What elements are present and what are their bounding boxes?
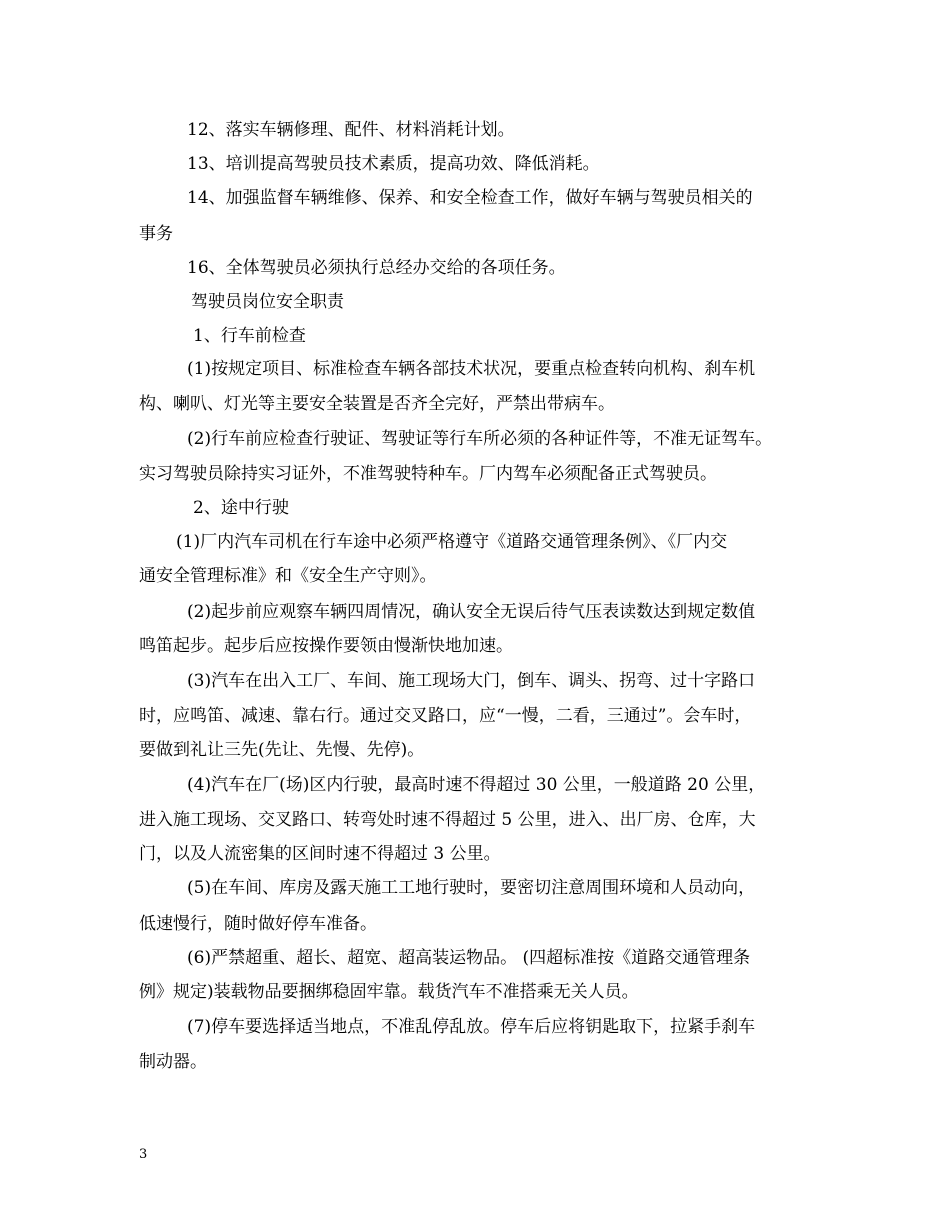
text-line: 13、培训提高驾驶员技术素质，提高功效、降低消耗。 [187, 154, 600, 174]
text-line: 构、喇叭、灯光等主要安全装置是否齐全完好，严禁出带病车。 [139, 394, 615, 414]
text-line: 事务 [139, 224, 173, 244]
text-line: 例》规定)装载物品要捆绑稳固牢靠。载货汽车不准搭乘无关人员。 [139, 982, 639, 1002]
text-line: (3)汽车在出入工厂、车间、施工现场大门，倒车、调头、拐弯、过十字路口 [187, 671, 756, 691]
text-line: (2)行车前应检查行驶证、驾驶证等行车所必须的各种证件等，不准无证驾车。 [187, 429, 773, 449]
text-line: (1)按规定项目、标准检查车辆各部技术状况，要重点检查转向机构、刹车机 [187, 359, 756, 379]
text-line: 鸣笛起步。起步后应按操作要领由慢渐快地加速。 [139, 636, 513, 656]
text-line: 制动器。 [139, 1052, 207, 1072]
section-heading: 驾驶员岗位安全职责 [191, 292, 344, 312]
subsection-heading: 2、途中行驶 [193, 498, 289, 518]
text-line: (1)厂内汽车司机在行车途中必须严格遵守《道路交通管理条例》、《厂内交 [176, 532, 728, 552]
text-line: (6)严禁超重、超长、超宽、超高装运物品。 (四超标准按《道路交通管理条 [187, 948, 751, 968]
text-line: 12、落实车辆修理、配件、材料消耗计划。 [187, 120, 515, 140]
text-line: (2)起步前应观察车辆四周情况，确认安全无误后待气压表读数达到规定数值 [187, 602, 756, 622]
text-line: 通安全管理标准》和《安全生产守则》。 [139, 566, 437, 586]
text-line: 低速慢行，随时做好停车准备。 [139, 914, 377, 934]
text-line: (7)停车要选择适当地点，不准乱停乱放。停车后应将钥匙取下，拉紧手刹车 [187, 1017, 756, 1037]
text-line: 实习驾驶员除持实习证外，不准驾驶特种车。厂内驾车必须配备正式驾驶员。 [139, 464, 717, 484]
page-number: 3 [139, 1147, 148, 1162]
subsection-heading: 1、行车前检查 [193, 326, 306, 346]
text-line: 进入施工现场、交叉路口、转弯处时速不得超过 5 公里，进入、出厂房、仓库，大 [139, 810, 756, 830]
text-line: 时，应鸣笛、减速、靠右行。通过交叉路口，应“一慢，二看，三通过”。会车时， [139, 706, 752, 726]
text-line: 要做到礼让三先(先让、先慢、先停)。 [139, 740, 425, 760]
text-line: 16、全体驾驶员必须执行总经办交给的各项任务。 [187, 258, 566, 278]
text-line: (4)汽车在厂(场)区内行驶，最高时速不得超过 30 公里，一般道路 20 公里， [187, 775, 766, 795]
text-line: (5)在车间、库房及露天施工工地行驶时，要密切注意周围环境和人员动向， [187, 878, 756, 898]
text-line: 14、加强监督车辆维修、保养、和安全检查工作，做好车辆与驾驶员相关的 [187, 188, 753, 208]
text-line: 门，以及人流密集的区间时速不得超过 3 公里。 [139, 844, 501, 864]
